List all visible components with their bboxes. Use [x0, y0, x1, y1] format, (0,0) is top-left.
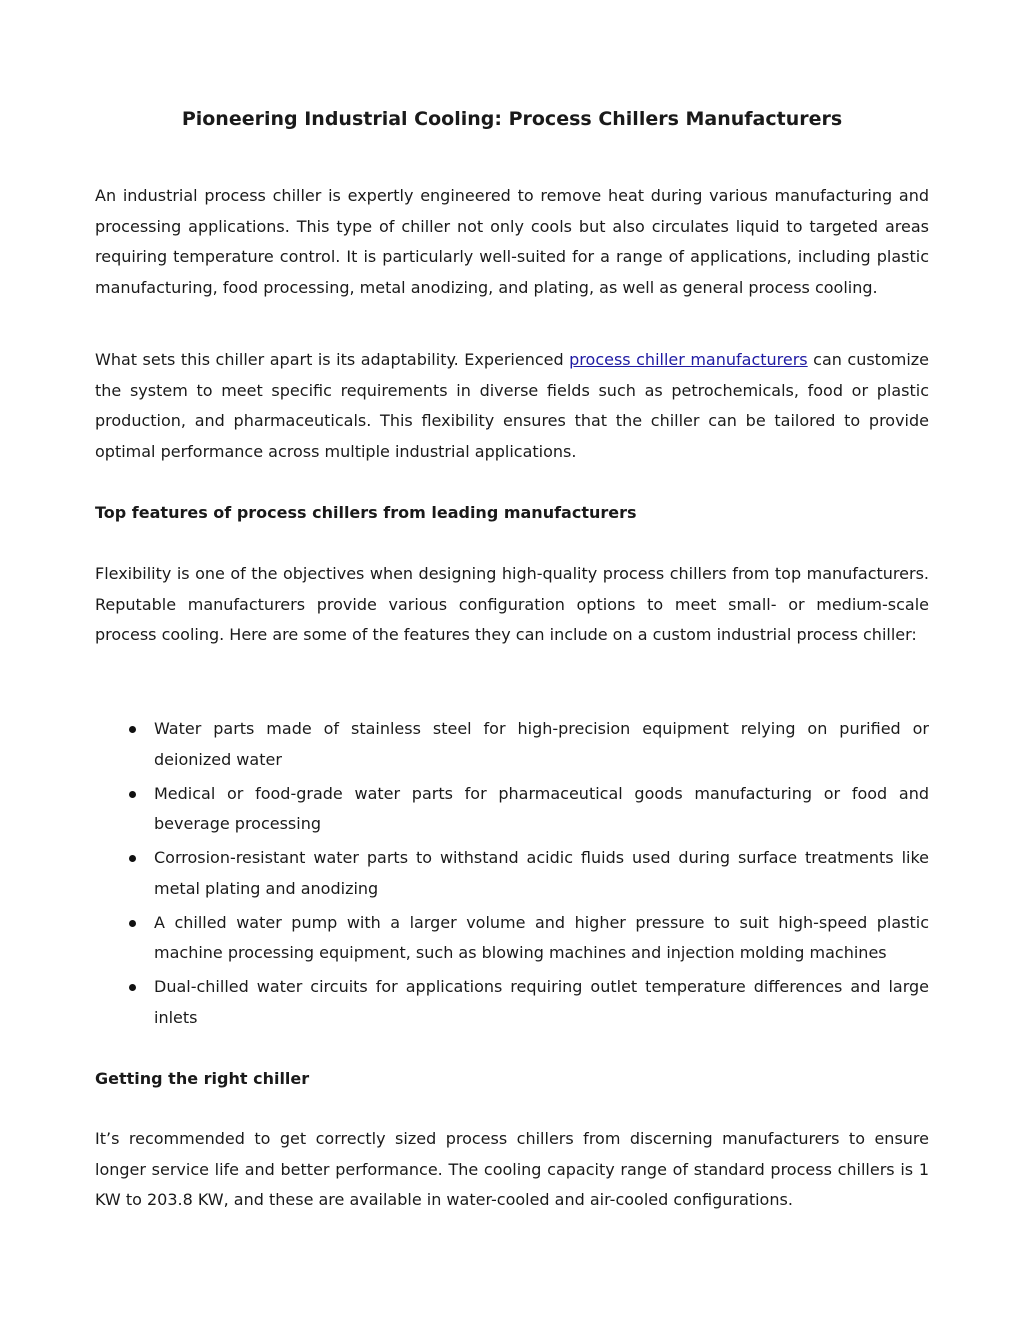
list-item-text: Medical or food-grade water parts for pharmaceutical goods manufacturing or food and beverage processing: [154, 783, 929, 833]
list-item: [95, 843, 929, 904]
intro-paragraph-2-start: What sets this chiller apart is its adaptability. Experienced: [95, 350, 570, 369]
features-heading: Top features of process chillers from leading manufacturers: [95, 503, 637, 522]
right-chiller-paragraph: It’s recommended to get correctly sized process chillers from discerning manufacturers to ensure longer service life and better performance. The cooling capacity range of standard process chillers is 1 KW to 203.8 KW, and these are available in water-cooled and air-cooled configurations.: [95, 1129, 929, 1209]
bullet-icon: [129, 791, 136, 798]
features-paragraph: Flexibility is one of the objectives when designing high-quality process chillers from top manufacturers. Reputable manufacturers provide various configuration options to meet small- or medium-scale process cooling. Here are some of the features they can include on a custom industrial process chiller:: [95, 564, 929, 644]
intro-paragraph-2: [95, 345, 929, 467]
intro-paragraph-2-end: can customize the system to meet specific requirements in diverse fields such as petrochemicals, food or plastic production, and pharmaceuticals. This flexibility ensures that the chiller can be tailored to provide optimal performance across multiple industrial applications.: [95, 350, 930, 461]
list-item: [95, 714, 929, 775]
bullet-icon: [129, 726, 136, 733]
list-item-text: Dual-chilled water circuits for applications requiring outlet temperature differences and large inlets: [154, 977, 929, 1027]
list-item-text: A chilled water pump with a larger volume and higher pressure to suit high-speed plastic machine processing equipment, such as blowing machines and injection molding machines: [154, 912, 929, 962]
features-list: [95, 714, 929, 1037]
process-chiller-manufacturers-link[interactable]: process chiller manufacturers: [569, 350, 808, 369]
bullet-icon: [129, 920, 136, 927]
list-item: [95, 972, 929, 1033]
list-item: [95, 908, 929, 969]
list-item-text: Water parts made of stainless steel for high-precision equipment relying on purified or deionized water: [154, 719, 929, 769]
list-item: [95, 779, 929, 840]
right-chiller-heading: Getting the right chiller: [95, 1069, 310, 1088]
bullet-icon: [129, 855, 136, 862]
list-item-text: Corrosion-resistant water parts to withstand acidic fluids used during surface treatments like metal plating and anodizing: [154, 848, 929, 898]
page-title: Pioneering Industrial Cooling: Process Chillers Manufacturers: [181, 108, 843, 130]
intro-paragraph-1: An industrial process chiller is expertly engineered to remove heat during various manufacturing and processing applications. This type of chiller not only cools but also circulates liquid to targeted areas requiring temperature control. It is particularly well-suited for a range of applications, including plastic manufacturing, food processing, metal anodizing, and plating, as well as general process cooling.: [95, 186, 929, 297]
bullet-icon: [129, 984, 136, 991]
